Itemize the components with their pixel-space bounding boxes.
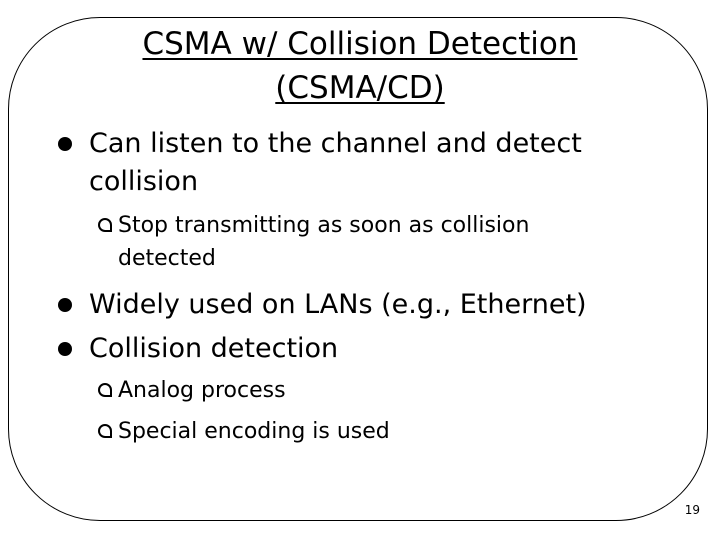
square-bullet-icon xyxy=(98,383,112,397)
filled-circle-bullet-icon xyxy=(58,298,72,312)
bullet-text: collision xyxy=(89,166,199,197)
square-bullet-icon xyxy=(98,424,112,438)
bullet-text: Widely used on LANs (e.g., Ethernet) xyxy=(89,289,587,320)
sub-bullet-text: Special encoding is used xyxy=(118,419,390,444)
slide-subtitle: (CSMA/CD) xyxy=(275,70,445,106)
page-number: 19 xyxy=(684,503,700,517)
bullet-text: Can listen to the channel and detect xyxy=(89,128,582,159)
bullet-text: Collision detection xyxy=(89,333,339,364)
filled-circle-bullet-icon xyxy=(58,137,72,151)
sub-bullet-text: detected xyxy=(118,246,216,271)
filled-circle-bullet-icon xyxy=(58,342,72,356)
sub-bullet-text: Analog process xyxy=(118,378,286,403)
square-bullet-icon xyxy=(98,218,112,232)
slide-title: CSMA w/ Collision Detection xyxy=(142,26,578,62)
sub-bullet-text: Stop transmitting as soon as collision xyxy=(118,213,530,238)
